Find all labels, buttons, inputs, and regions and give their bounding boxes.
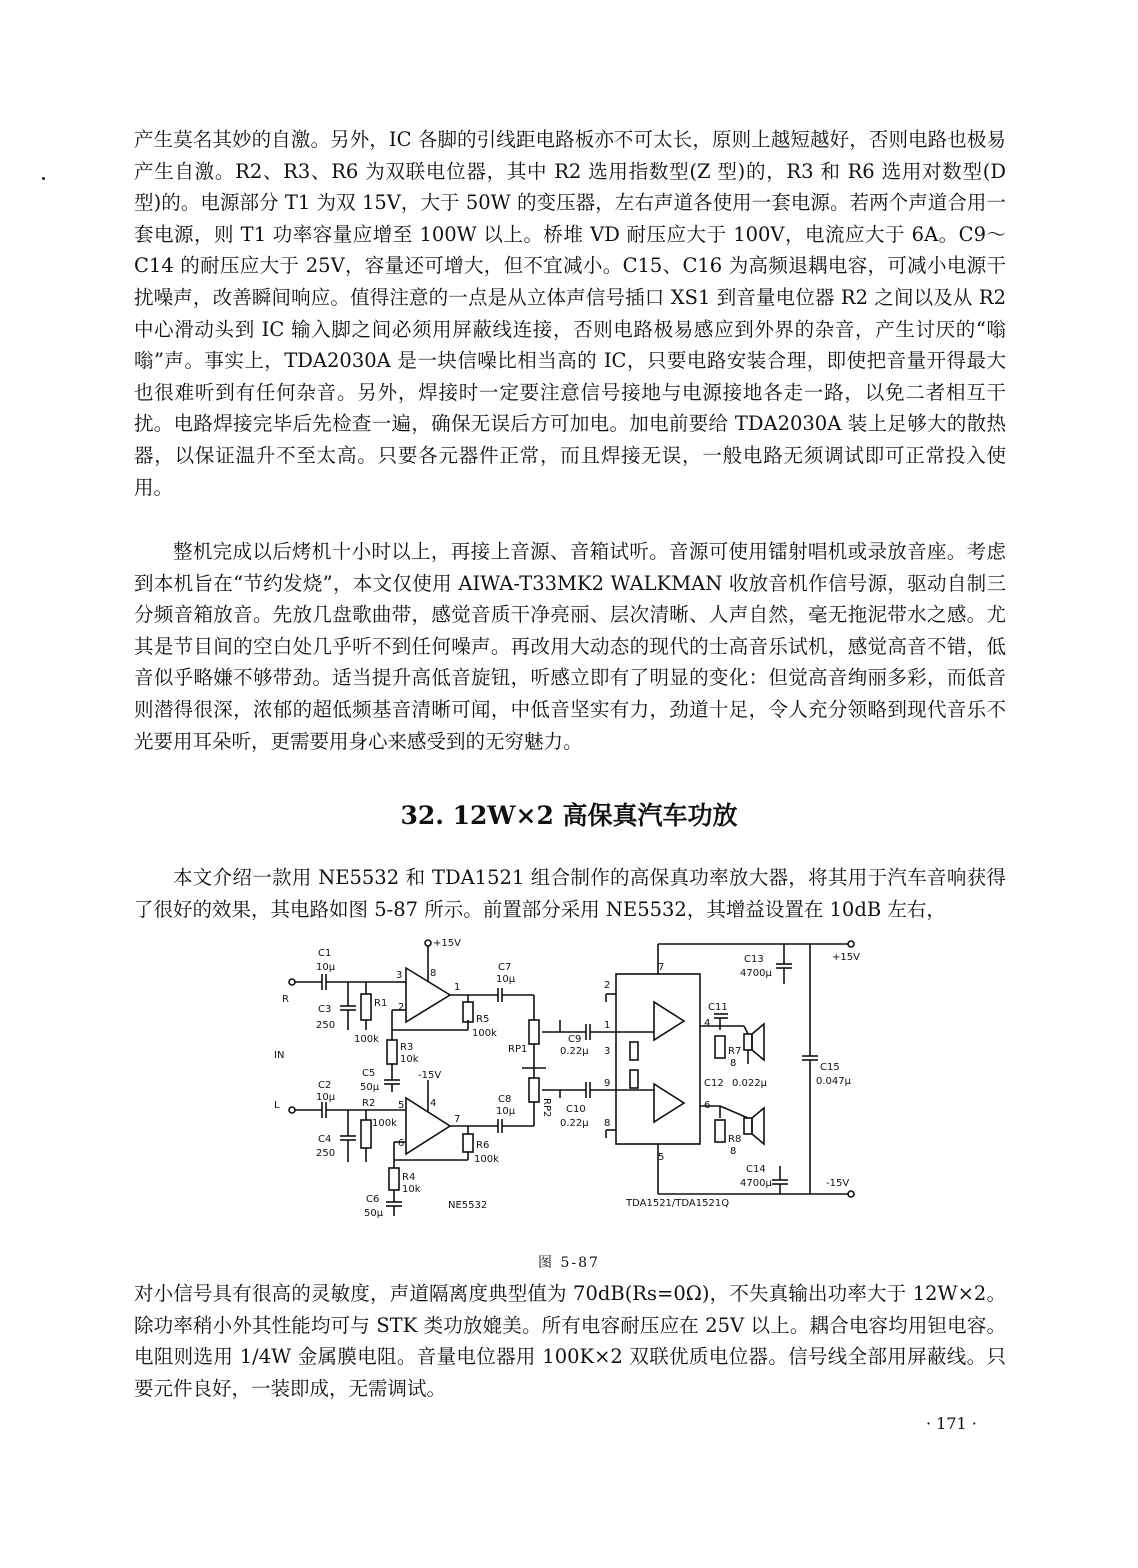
ic2-pin1: 1	[604, 1020, 611, 1031]
c9-value: 0.22μ	[560, 1046, 589, 1057]
c1-value: 10μ	[316, 962, 336, 973]
c15-value: 0.047μ	[816, 1076, 851, 1087]
schematic-svg	[270, 930, 890, 1220]
vpos-label: +15V	[832, 952, 860, 963]
rp2-label: RP2	[541, 1098, 552, 1118]
rp1-label: RP1	[508, 1044, 528, 1055]
ic2-pin6: 6	[704, 1100, 711, 1111]
r4-label: R4	[402, 1172, 416, 1183]
ic2-label: TDA1521/TDA1521Q	[626, 1198, 730, 1209]
c13-value: 4700μ	[740, 968, 772, 979]
c14-value: 4700μ	[740, 1178, 772, 1189]
c4-label: C4	[318, 1134, 332, 1145]
ic2-pin3: 3	[604, 1046, 611, 1057]
u1-pin2: 2	[398, 1002, 405, 1013]
input-r-jack	[289, 979, 295, 985]
c7-value: 10μ	[496, 974, 516, 985]
c5-value: 50μ	[360, 1082, 380, 1093]
circuit-diagram	[270, 930, 890, 1220]
ic1-label: NE5532	[448, 1200, 488, 1211]
c3-label: C3	[318, 1004, 332, 1015]
ic2-pin2: 2	[604, 980, 611, 991]
input-r-label: R	[282, 994, 289, 1005]
vneg-label: -15V	[826, 1178, 850, 1189]
rp2-pot	[529, 1078, 539, 1102]
input-l-label: L	[274, 1100, 280, 1111]
r1-value: 100k	[354, 1034, 379, 1045]
r2-value: 100k	[372, 1118, 397, 1129]
r7-label: R7	[728, 1046, 742, 1057]
c2-label: C2	[318, 1080, 332, 1091]
r5-value: 100k	[472, 1028, 497, 1039]
r3-value: 10k	[400, 1054, 419, 1065]
r2-label: R2	[362, 1098, 376, 1109]
r8-label: R8	[728, 1134, 742, 1145]
c12-value: 0.022μ	[732, 1078, 767, 1089]
rp1-pot	[529, 1020, 539, 1044]
ic2-body	[616, 974, 700, 1144]
u2-pin7: 7	[454, 1114, 461, 1125]
input-l-jack	[289, 1107, 295, 1113]
u2-pin5: 5	[398, 1100, 405, 1111]
c13-label: C13	[744, 954, 764, 965]
c6-value: 50μ	[364, 1208, 384, 1219]
c2-value: 10μ	[316, 1092, 336, 1103]
r8-value: 8	[730, 1146, 737, 1157]
margin-dot	[42, 177, 45, 180]
c3-value: 250	[316, 1020, 336, 1031]
u2-pin6: 6	[398, 1138, 405, 1149]
c14-label: C14	[746, 1164, 766, 1175]
ic2-pin9: 9	[604, 1078, 611, 1089]
vpos-pre-label: +15V	[433, 938, 461, 949]
input-label: IN	[274, 1050, 285, 1061]
ic2-pin4: 4	[704, 1018, 711, 1029]
c12-label: C12	[704, 1078, 724, 1089]
c9-label: C9	[568, 1034, 582, 1045]
paragraph-intro: 本文介绍一款用 NE5532 和 TDA1521 组合制作的高保真功率放大器，将其用于汽车音响获得了很好的效果，其电路如图 5-87 所示。前置部分采用 NE5532，其增益设置在 10dB 左右，	[134, 866, 1006, 921]
c8-label: C8	[498, 1094, 512, 1105]
r6-label: R6	[476, 1140, 490, 1151]
c4-value: 250	[316, 1148, 336, 1159]
c7-label: C7	[498, 962, 512, 973]
c15-label: C15	[820, 1062, 840, 1073]
r1-label: R1	[374, 998, 388, 1009]
paragraph-specs: 对小信号具有很高的灵敏度，声道隔离度典型值为 70dB(Rs=0Ω)，不失真输出功率大于 12W×2。除功率稍小外其性能均可与 STK 类功放媲美。所有电容耐压应在 25V 以上。耦合电容均用钽电容。电阻则选用 1/4W 金属膜电阻。音量电位器用 100K×2 双联优质电位器。信号线全部用屏蔽线。只要元件良好，一装即成，无需调试。	[134, 1282, 1006, 1400]
c6-label: C6	[366, 1194, 380, 1205]
u1-pin8: 8	[430, 968, 437, 979]
c10-label: C10	[566, 1104, 586, 1115]
c11-label: C11	[708, 1002, 728, 1013]
vneg-pre-label: -15V	[418, 1070, 442, 1081]
r3-label: R3	[400, 1042, 414, 1053]
c1-label: C1	[318, 948, 332, 959]
page-number: · 171 ·	[926, 1414, 977, 1433]
r7-value: 8	[730, 1058, 737, 1069]
c8-value: 10μ	[496, 1106, 516, 1117]
ic2-pin5: 5	[658, 1152, 665, 1163]
ic2-pin8: 8	[604, 1118, 611, 1129]
r5-label: R5	[476, 1014, 490, 1025]
r6-value: 100k	[474, 1154, 499, 1165]
section-title: 32. 12W×2 高保真汽车功放	[400, 801, 738, 830]
figure-caption: 图 5-87	[538, 1255, 600, 1271]
r4-value: 10k	[402, 1184, 421, 1195]
u1-pin3: 3	[396, 970, 403, 981]
c5-label: C5	[362, 1068, 376, 1079]
paragraph-continuation: 产生莫名其妙的自激。另外，IC 各脚的引线距电路板亦不可太长，原则上越短越好，否则电路也极易产生自激。R2、R3、R6 为双联电位器，其中 R2 选用指数型(Z 型)的，R3 和 R6 选用对数型(D 型)的。电源部分 T1 为双 15V，大于 50W 的变压器，左右声道各使用一套电源。若两个声道合用一套电源，则 T1 功率容量应增至 100W 以上。桥堆 VD 耐压应大于 100V，电流应大于 6A。C9～C14 的耐压应大于 25V，容量还可增大，但不宜减小。C15、C16 为高频退耦电容，可减小电源干扰噪声，改善瞬间响应。值得注意的一点是从立体声信号插口 XS1 到音量电位器 R2 之间以及从 R2 中心滑动头到 IC 输入脚之间必须用屏蔽线连接，否则电路极易感应到外界的杂音，产生讨厌的“嗡嗡”声。事实上，TDA2030A 是一块信噪比相当高的 IC，只要电路安装合理，即使把音量开得最大也很难听到有任何杂音。另外，焊接时一定要注意信号接地与电源接地各走一路，以免二者相互干扰。电路焊接完毕后先检查一遍，确保无误后方可加电。加电前要给 TDA2030A 装上足够大的散热器，以保证温升不至太高。只要各元器件正常，而且焊接无误，一般电路无须调试即可正常投入使用。	[134, 128, 1006, 499]
paragraph-listening-test: 整机完成以后烤机十小时以上，再接上音源、音箱试听。音源可使用镭射唱机或录放音座。考虑到本机旨在“节约发烧”，本文仅使用 AIWA-T33MK2 WALKMAN 收放音机作信号源，驱动自制三分频音箱放音。先放几盘歌曲带，感觉音质干净亮丽、层次清晰、人声自然，毫无拖泥带水之感。尤其是节目间的空白处几乎听不到任何噪声。再改用大动态的现代的士高音乐试机，感觉高音不错，低音似乎略嫌不够带劲。适当提升高低音旋钮，听感立即有了明显的变化：但觉高音绚丽多彩，而低音则潜得很深，浓郁的超低频基音清晰可闻，中低音坚实有力，劲道十足，令人充分领略到现代音乐不光要用耳朵听，更需要用身心来感受到的无穷魅力。	[134, 540, 1006, 753]
ic2-pin7: 7	[658, 962, 665, 973]
u2-pin4: 4	[430, 1098, 437, 1109]
c10-value: 0.22μ	[560, 1118, 589, 1129]
u1-pin1: 1	[454, 982, 461, 993]
